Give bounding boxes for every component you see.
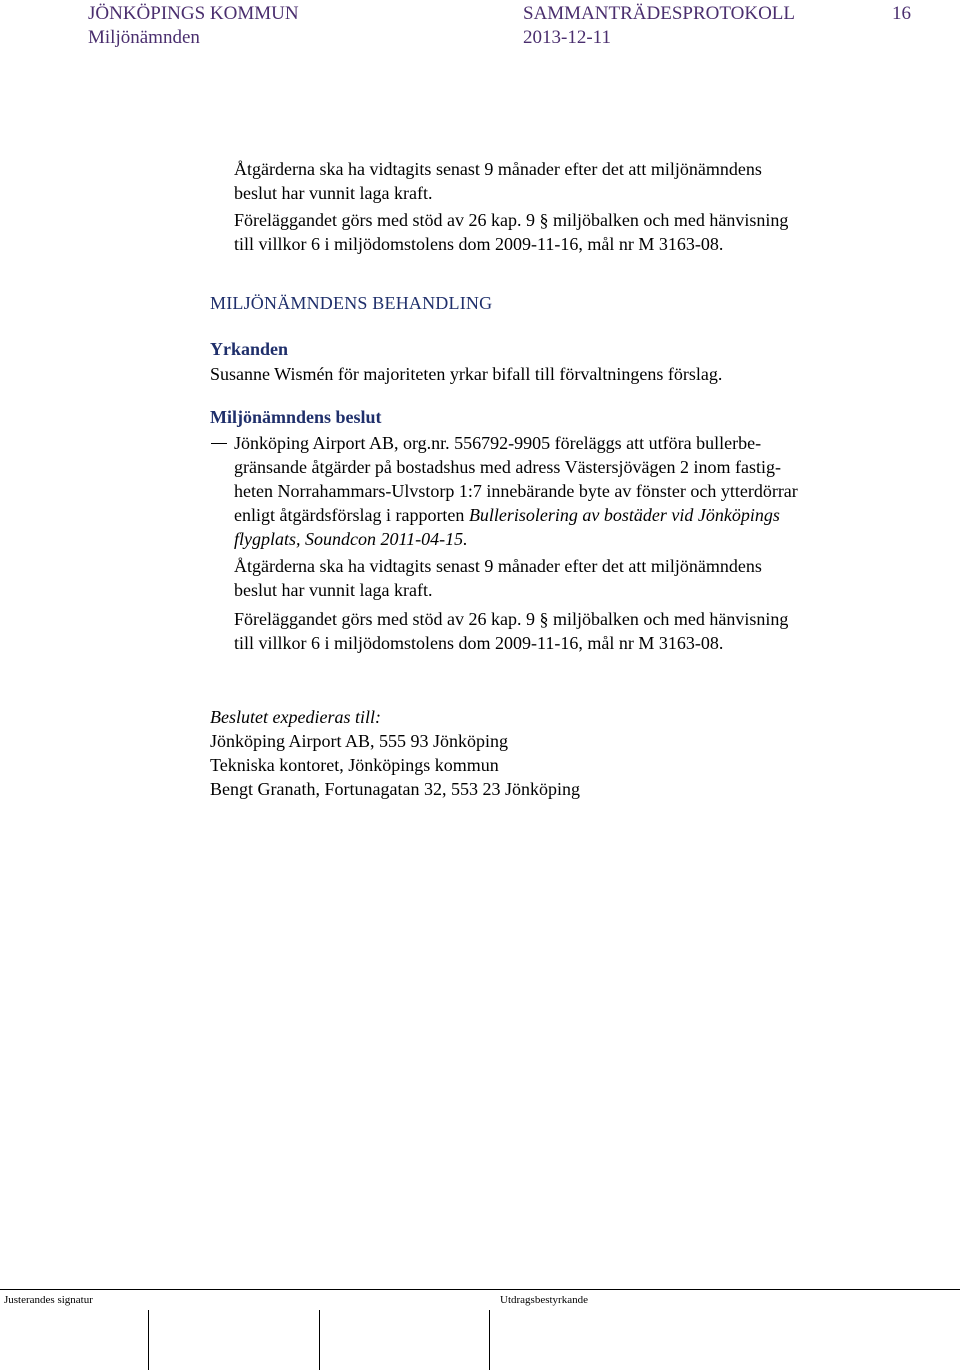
beslut-item-line-4-plain: enligt åtgärdsförslag i rapporten: [234, 505, 469, 525]
beslut-item-line-3: heten Norrahammars-Ulvstorp 1:7 innebärande byte av fönster och ytterdörrar: [234, 481, 798, 501]
certification-label: Utdragsbestyrkande: [500, 1294, 588, 1306]
yrkanden-text: Susanne Wismén för majoriteten yrkar bifall till förvaltningens förslag.: [210, 364, 723, 384]
signature-box-divider: [148, 1310, 149, 1370]
top-paragraph-1-line-1: Åtgärderna ska ha vidtagits senast 9 månader efter det att miljönämndens: [234, 159, 762, 179]
beslut-paragraph-2-line-1: Åtgärderna ska ha vidtagits senast 9 månader efter det att miljönämndens: [234, 556, 762, 576]
beslut-item-line-2: gränsande åtgärder på bostadshus med adress Västersjövägen 2 inom fastig-: [234, 457, 782, 477]
beslut-heading: Miljönämndens beslut: [210, 407, 382, 427]
report-title-part-2: flygplats, Soundcon 2011-04-15.: [234, 529, 468, 549]
recipient-line: Jönköping Airport AB, 555 93 Jönköping: [210, 731, 509, 751]
top-paragraph-2-line-2: till villkor 6 i miljödomstolens dom 2009-11-16, mål nr M 3163-08.: [234, 234, 724, 254]
yrkanden-heading: Yrkanden: [210, 339, 289, 359]
signature-box-divider: [489, 1310, 490, 1370]
page-number: 16: [892, 3, 911, 24]
recipient-line: Bengt Granath, Fortunagatan 32, 553 23 Jönköping: [210, 779, 580, 799]
beslut-paragraph-3-line-1: Föreläggandet görs med stöd av 26 kap. 9 § miljöbalken och med hänvisning: [234, 609, 789, 629]
list-dash-icon: [211, 434, 227, 435]
beslut-paragraph-3-line-2: till villkor 6 i miljödomstolens dom 2009-11-16, mål nr M 3163-08.: [234, 633, 724, 653]
expedieras-heading: Beslutet expedieras till:: [210, 707, 381, 727]
beslut-paragraph-2-line-2: beslut har vunnit laga kraft.: [234, 580, 433, 600]
meeting-date: 2013-12-11: [523, 27, 611, 48]
footer-divider: [0, 1289, 960, 1290]
top-paragraph-2-line-1: Föreläggandet görs med stöd av 26 kap. 9 § miljöbalken och med hänvisning: [234, 210, 789, 230]
beslut-item-line-4: [234, 506, 780, 524]
section-title-behandling: MILJÖNÄMNDENS BEHANDLING: [210, 293, 493, 313]
beslut-item-line-1: Jönköping Airport AB, org.nr. 556792-9905 föreläggs att utföra bullerbe-: [234, 433, 762, 453]
report-title-part-1: Bullerisolering av bostäder vid Jönköpings: [468, 505, 780, 525]
top-paragraph-1-line-2: beslut har vunnit laga kraft.: [234, 183, 433, 203]
signature-label: Justerandes signatur: [4, 1294, 93, 1306]
recipient-line: Tekniska kontoret, Jönköpings kommun: [210, 755, 499, 775]
org-name: JÖNKÖPINGS KOMMUN: [88, 3, 299, 24]
signature-box-divider: [319, 1310, 320, 1370]
doc-type: SAMMANTRÄDESPROTOKOLL: [523, 3, 796, 24]
committee-name: Miljönämnden: [88, 27, 200, 48]
